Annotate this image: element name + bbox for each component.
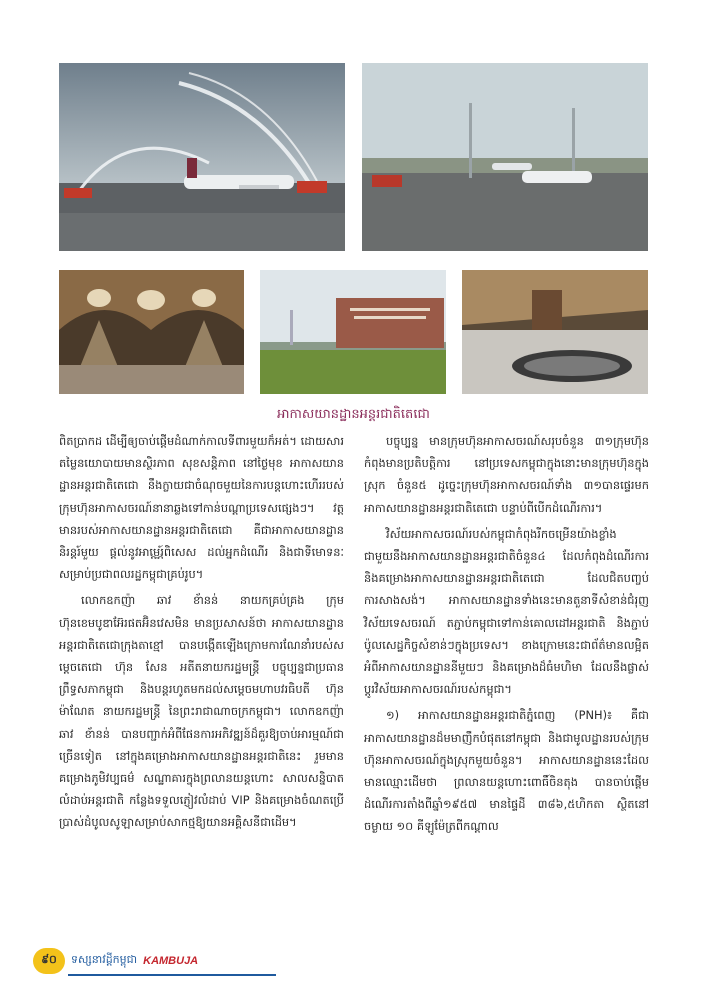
left-column bbox=[59, 430, 344, 834]
right-paragraph-2: វិស័យអាកាសចរណ៍របស់កម្ពុជាកំពុងរីកចម្រើនយ៉ាងខ្លាំង ជាមួយនឹងអាកាសយានដ្ឋានអន្តរជាតិចំនួន៤ ដែលកំពុងដំណើរការ និងគម្រោងអាកាសយានដ្ឋានអន្តរជាតិតេជោ ដែលជិតបញ្ចប់ការសាងសង់។ អាកាសយានដ្ឋានទាំងនេះមានតួនាទីសំខាន់ជំរុញវិស័យទេសចរណ៍ តភ្ជាប់កម្ពុជាទៅកាន់គោលដៅអន្តរជាតិ និងភ្ជាប់ប៉ូលសេដ្ឋកិច្ចសំខាន់ៗក្នុងប្រទេស។ ខាងក្រោមនេះជាព័ត៌មានលម្អិតអំពីអាកាសយានដ្ឋាននីមួយៗ និងគម្រោងដ៏ធំមហិមា ដែលនឹងផ្លាស់ប្តូរវិស័យអាកាសចរណ៍របស់កម្ពុជា។ bbox=[364, 526, 649, 697]
left-paragraph-2: លោកឧកញ៉ា ឆាវ ខ័ានន់ នាយកគ្រប់គ្រង ក្រុមហ៊ុនខេមបូឌាអ៊ែរផតអ៊ិនវេសមិន មានប្រសាសន៍ថា អាកាសយានដ្ឋានអន្តរជាតិតេជោក្រុងតាខ្មៅ បានបង្កើតឡើងក្រោមការណែនាំរបស់សម្តេចតេជោ ហ៊ុន សែន អតីតនាយករដ្ឋមន្ត្រី បច្ចុប្បន្នជាប្រធានព្រឹទ្ធសភាកម្ពុជា និងបន្តរហូតមកដល់សម្តេចមហាបវរធិបតី ហ៊ុន ម៉ាណែត នាយករដ្ឋមន្ត្រី នៃព្រះរាជាណាចក្រកម្ពុជា។ លោកឧកញ៉ា ឆាវ ខ័ានន់ បានបញ្ជាក់អំពីផែនការអភិវឌ្ឍន៍ដ៏គួរឱ្យចាប់អារម្មណ៍ជាច្រើនទៀត នៅក្នុងគម្រោងអាកាសយានដ្ឋានអន្តរជាតិនេះ រួមមានគម្រោងភូមិវប្បធម៌ សណ្ឋាគារក្នុងព្រលានយន្តហោះ សាលសន្និបាតលំដាប់អន្តរជាតិ កន្លែងទទួលភ្ញៀវលំដាប់ VIP និងគម្រោងចំណតប្រើប្រាស់ដំបូលសូឡាសម្រាប់សាកថ្មឱ្យយានអគ្គិសនីជាដើម។ bbox=[59, 593, 344, 830]
right-column bbox=[364, 430, 649, 838]
photo-terminal-interior bbox=[59, 270, 244, 394]
photo-airport-sign bbox=[260, 270, 446, 394]
right-paragraph-3: ១) អាកាសយានដ្ឋានអន្តរជាតិភ្នំពេញ (PNH)៖ គឺជាអាកាសយានដ្ឋានដ៏មមាញឹកបំផុតនៅកម្ពុជា និងជាមូលដ្ឋានរបស់ក្រុមហ៊ុនអាកាសចរណ៍ក្នុងស្រុកមួយចំនួន។ អាកាសយានដ្ឋាននេះដែលមានឈ្មោះដើមថា ព្រលានយន្តហោះពោធិ៍ចិនតុង បានចាប់ផ្តើមដំណើរការតាំងពីឆ្នាំ១៩៥៧ មានផ្ទៃដី ៣៨៦,៥ហិកតា ស្ថិតនៅចម្ងាយ ១០ គីឡូម៉ែត្រពីកណ្តាល bbox=[364, 708, 649, 834]
photo-baggage-hall bbox=[462, 270, 648, 394]
magazine-name: ទស្សនាវដ្តីកម្ពុជា bbox=[71, 953, 138, 966]
brand-name: KAMBUJA bbox=[143, 955, 199, 967]
photo-runway bbox=[362, 63, 648, 251]
footer-rule bbox=[68, 974, 276, 976]
left-paragraph-1: ពិតប្រាកដ ដើម្បីឲ្យចាប់ផ្តើមដំណាក់កាលទីពារមួយក៏អត់។ ដោយសារតម្លៃនយោបាយមានស្ថិរភាព សុខសន្តិភាព នៅថ្ងៃមុខ អាកាសយានដ្ឋានអន្តរជាតិតេជោ នឹងក្លាយជាចំណុចមួយនៃការបន្តហោះហើររបស់ក្រុមហ៊ុនអាកាសចរណ៍នានាឆ្លងទៅកាន់បណ្តាប្រទេសផ្សេងៗ។ វត្តមានរបស់អាកាសយានដ្ឋានអន្តរជាតិតេជោ គឺជាអាកាសយានដ្ឋាននិរន្តរ៍មួយ ផ្តល់នូវអាមេរ្ណ៍ពិសេស ដល់អ្នកដំណើរ និងជាទីមោទនៈសម្រាប់ប្រជាពលរដ្ឋកម្ពុជាគ្រប់រូប។ bbox=[59, 434, 344, 582]
right-paragraph-1: បច្ចុប្បន្ន មានក្រុមហ៊ុនអាកាសចរណ៍សរុបចំនួន ៣១ក្រុមហ៊ុន កំពុងមានប្រតិបត្តិការ នៅប្រទេសកម្ពុជាក្នុងនោះមានក្រុមហ៊ុនក្នុងស្រុក ចំនួន៥ ដូច្នេះក្រុមហ៊ុនអាកាសចរណ៍ទាំង ៣១បានផ្ទេរមកអាកាសយានដ្ឋានអន្តរជាតិតេជោ បន្ទាប់ពីបើកដំណើរការ។ bbox=[364, 434, 649, 515]
photo-caption: អាកាសយានដ្ឋានអន្តរជាតិតេជោ bbox=[277, 407, 430, 422]
page-number-badge: ៩០ bbox=[33, 948, 65, 974]
photo-water-salute bbox=[59, 63, 345, 251]
page-footer bbox=[33, 948, 198, 974]
